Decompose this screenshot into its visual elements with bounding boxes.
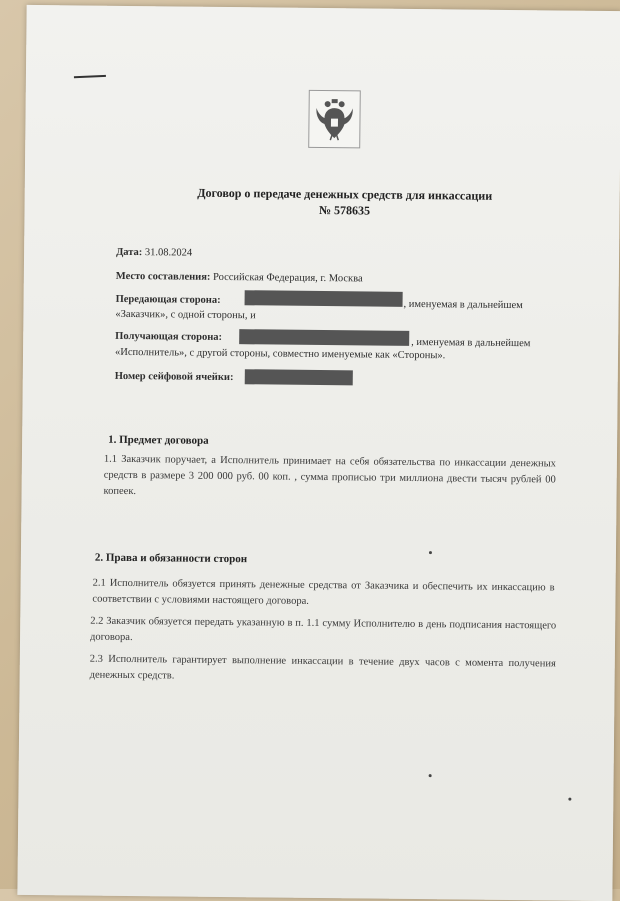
document-title <box>84 184 604 221</box>
title-line: Договор о передаче денежных средств для инкассации <box>197 185 493 203</box>
section-1-title: 1. Предмет договора <box>108 433 209 447</box>
transferring-row <box>116 293 221 307</box>
section-1-paragraph: 1.1 Заказчик поручает, а Исполнитель принимает на себя обязательства по инкассации денежных средств в размере 3 200 000 руб. 00 коп. , сумма прописью три миллиона двести тысяч рублей 00 копеек. <box>103 453 556 498</box>
place-row <box>116 270 363 286</box>
receiving-line2: «Исполнитель», с другой стороны, совместно именуемые как «Стороны». <box>114 346 446 362</box>
section-2-paragraph-3: 2.3 Исполнитель гарантирует выполнение инкассации в течение двух часов с момента получения денежных средств. <box>89 653 556 682</box>
redacted-block <box>245 369 353 385</box>
speck <box>429 774 432 777</box>
speck <box>568 798 571 801</box>
safe-row <box>115 370 234 384</box>
receiving-suffix: , именуемая в дальнейшем <box>411 336 531 350</box>
receiving-row <box>115 330 222 344</box>
date-value: 31.08.2024 <box>144 247 193 259</box>
transferring-label: Передающая сторона: <box>115 293 221 306</box>
date-label: Дата: <box>116 246 143 259</box>
receiving-label: Получающая сторона: <box>115 330 223 343</box>
coat-of-arms-icon <box>308 90 361 149</box>
redacted-block <box>245 290 403 307</box>
pen-mark <box>74 75 106 78</box>
transferring-suffix: , именуемая в дальнейшем <box>403 298 523 312</box>
document-page <box>17 5 620 901</box>
safe-label: Номер сейфовой ячейки: <box>114 370 234 384</box>
redacted-block <box>239 329 409 346</box>
section-2-paragraph-2: 2.2 Заказчик обязуется передать указанную в п. 1.1 сумму Исполнителю в день подписания настоящего договора. <box>90 615 557 644</box>
section-2-paragraph-1: 2.1 Исполнитель обязуется принять денежные средства от Заказчика и обеспечить их инкассацию в соответствии с условиями настоящего договора. <box>92 577 555 607</box>
section-2-title: 2. Права и обязанности сторон <box>94 551 248 566</box>
place-value: Российская Федерация, г. Москва <box>212 271 363 285</box>
contract-number: № 578635 <box>318 202 371 218</box>
date-row <box>116 246 192 260</box>
speck <box>429 551 432 554</box>
transferring-line2: «Заказчик», с одной стороны, и <box>115 308 256 322</box>
place-label: Место составления: <box>115 270 211 283</box>
